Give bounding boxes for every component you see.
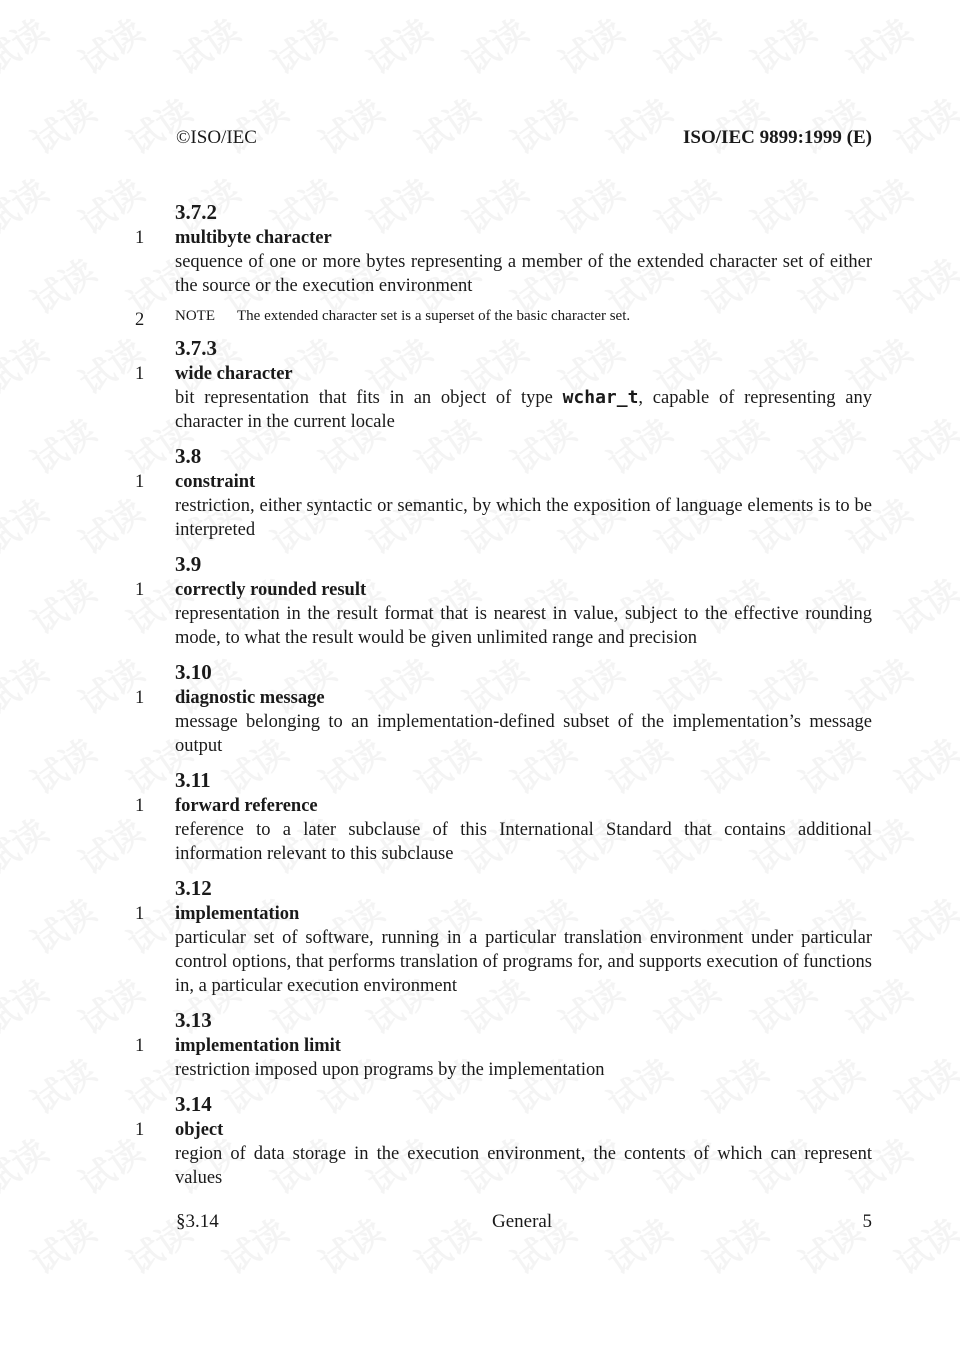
watermark-mark	[548, 5, 632, 84]
definition-text: restriction, either syntactic or semantic, by which the exposition of language elements is to be interpreted	[175, 496, 872, 540]
term-row	[135, 794, 872, 818]
paragraph-number: 1	[135, 688, 145, 708]
watermark-mark	[20, 1205, 104, 1284]
watermark-mark	[740, 5, 824, 84]
code-type-name: wchar_t	[562, 387, 639, 408]
definition-text-part: bit representation that fits in an object of type	[175, 388, 563, 408]
term-row	[135, 578, 872, 602]
definition-text: restriction imposed upon programs by the implementation	[175, 1060, 605, 1080]
term-row	[135, 470, 872, 494]
clause-number: 3.14	[175, 1092, 212, 1116]
watermark-mark	[644, 5, 728, 84]
paragraph-number: 1	[135, 904, 145, 924]
clause-number: 3.10	[175, 660, 212, 684]
definition-entry	[135, 658, 872, 758]
watermark-mark	[164, 5, 248, 84]
clause-number: 3.9	[175, 552, 202, 576]
term: object	[175, 1120, 224, 1140]
note-text: The extended character set is a superset of the basic character set.	[237, 308, 631, 324]
term: forward reference	[175, 796, 318, 816]
definition-entry	[135, 766, 872, 866]
footer-chapter: General	[492, 1211, 553, 1232]
definition-text: representation in the result format that is nearest in value, subject to the effective rounding mode, to what the result would be given unlimited range and precision	[175, 604, 872, 648]
term: multibyte character	[175, 228, 332, 248]
paragraph-number: 1	[135, 1120, 145, 1140]
note	[135, 306, 872, 330]
clause-number: 3.11	[175, 768, 211, 792]
term: wide character	[175, 364, 293, 384]
watermark-mark	[0, 5, 56, 84]
term: implementation limit	[175, 1036, 341, 1056]
paragraph-number: 1	[135, 472, 145, 492]
header-copyright: ©ISO/IEC	[176, 127, 257, 148]
term: correctly rounded result	[175, 580, 367, 600]
watermark-mark	[884, 85, 960, 164]
clause-number: 3.7.3	[175, 336, 217, 360]
term-row	[135, 902, 872, 926]
definition-text: message belonging to an implementation-defined subset of the implementation’s message output	[175, 712, 872, 756]
definition-text: region of data storage in the execution environment, the contents of which can represent values	[175, 1144, 872, 1188]
definition-entry	[135, 198, 872, 330]
paragraph-number: 1	[135, 228, 145, 248]
term: implementation	[175, 904, 300, 924]
watermark-mark	[836, 5, 920, 84]
term-row	[135, 362, 872, 386]
definition-entry	[135, 334, 872, 434]
term-row	[135, 226, 872, 250]
watermark-mark	[260, 5, 344, 84]
definition-entry	[135, 1006, 872, 1082]
term-row	[135, 1034, 872, 1058]
page-header	[176, 127, 872, 153]
clause-number: 3.8	[175, 444, 202, 468]
paragraph-number: 1	[135, 796, 145, 816]
definition-entry	[135, 550, 872, 650]
definition-text: reference to a later subclause of this International Standard that contains additional information relevant to this subclause	[175, 820, 872, 864]
watermark-mark	[20, 85, 104, 164]
definition-text: sequence of one or more bytes representing a member of the extended character set of either the source or the execution environment	[175, 252, 872, 296]
header-standard-id: ISO/IEC 9899:1999 (E)	[683, 127, 872, 148]
watermark-mark	[356, 5, 440, 84]
clause-number: 3.7.2	[175, 200, 217, 224]
watermark-mark	[884, 1205, 960, 1284]
note-label: NOTE	[175, 308, 215, 324]
term: diagnostic message	[175, 688, 325, 708]
definition-entry	[135, 442, 872, 542]
definition-text-part: , capable of representing any character in the current locale	[175, 388, 872, 432]
page-footer	[176, 1211, 872, 1237]
term: constraint	[175, 472, 256, 492]
term-row	[135, 1118, 872, 1142]
definition-entry	[135, 874, 872, 998]
watermark-mark	[452, 5, 536, 84]
definitions-list	[0, 198, 960, 1198]
definition-entry	[135, 1090, 872, 1190]
page-number: 5	[862, 1211, 872, 1232]
footer-section-ref: §3.14	[176, 1211, 219, 1232]
clause-number: 3.13	[175, 1008, 212, 1032]
paragraph-number: 1	[135, 1036, 145, 1056]
definition-text	[175, 386, 872, 434]
paragraph-number: 2	[135, 310, 145, 330]
watermark-mark	[68, 5, 152, 84]
clause-number: 3.12	[175, 876, 212, 900]
term-row	[135, 686, 872, 710]
paragraph-number: 1	[135, 364, 145, 384]
definition-text: particular set of software, running in a particular translation environment under particular control options, that performs translation of programs for, and supports execution of functions in, a particular execution environment	[175, 928, 872, 996]
paragraph-number: 1	[135, 580, 145, 600]
